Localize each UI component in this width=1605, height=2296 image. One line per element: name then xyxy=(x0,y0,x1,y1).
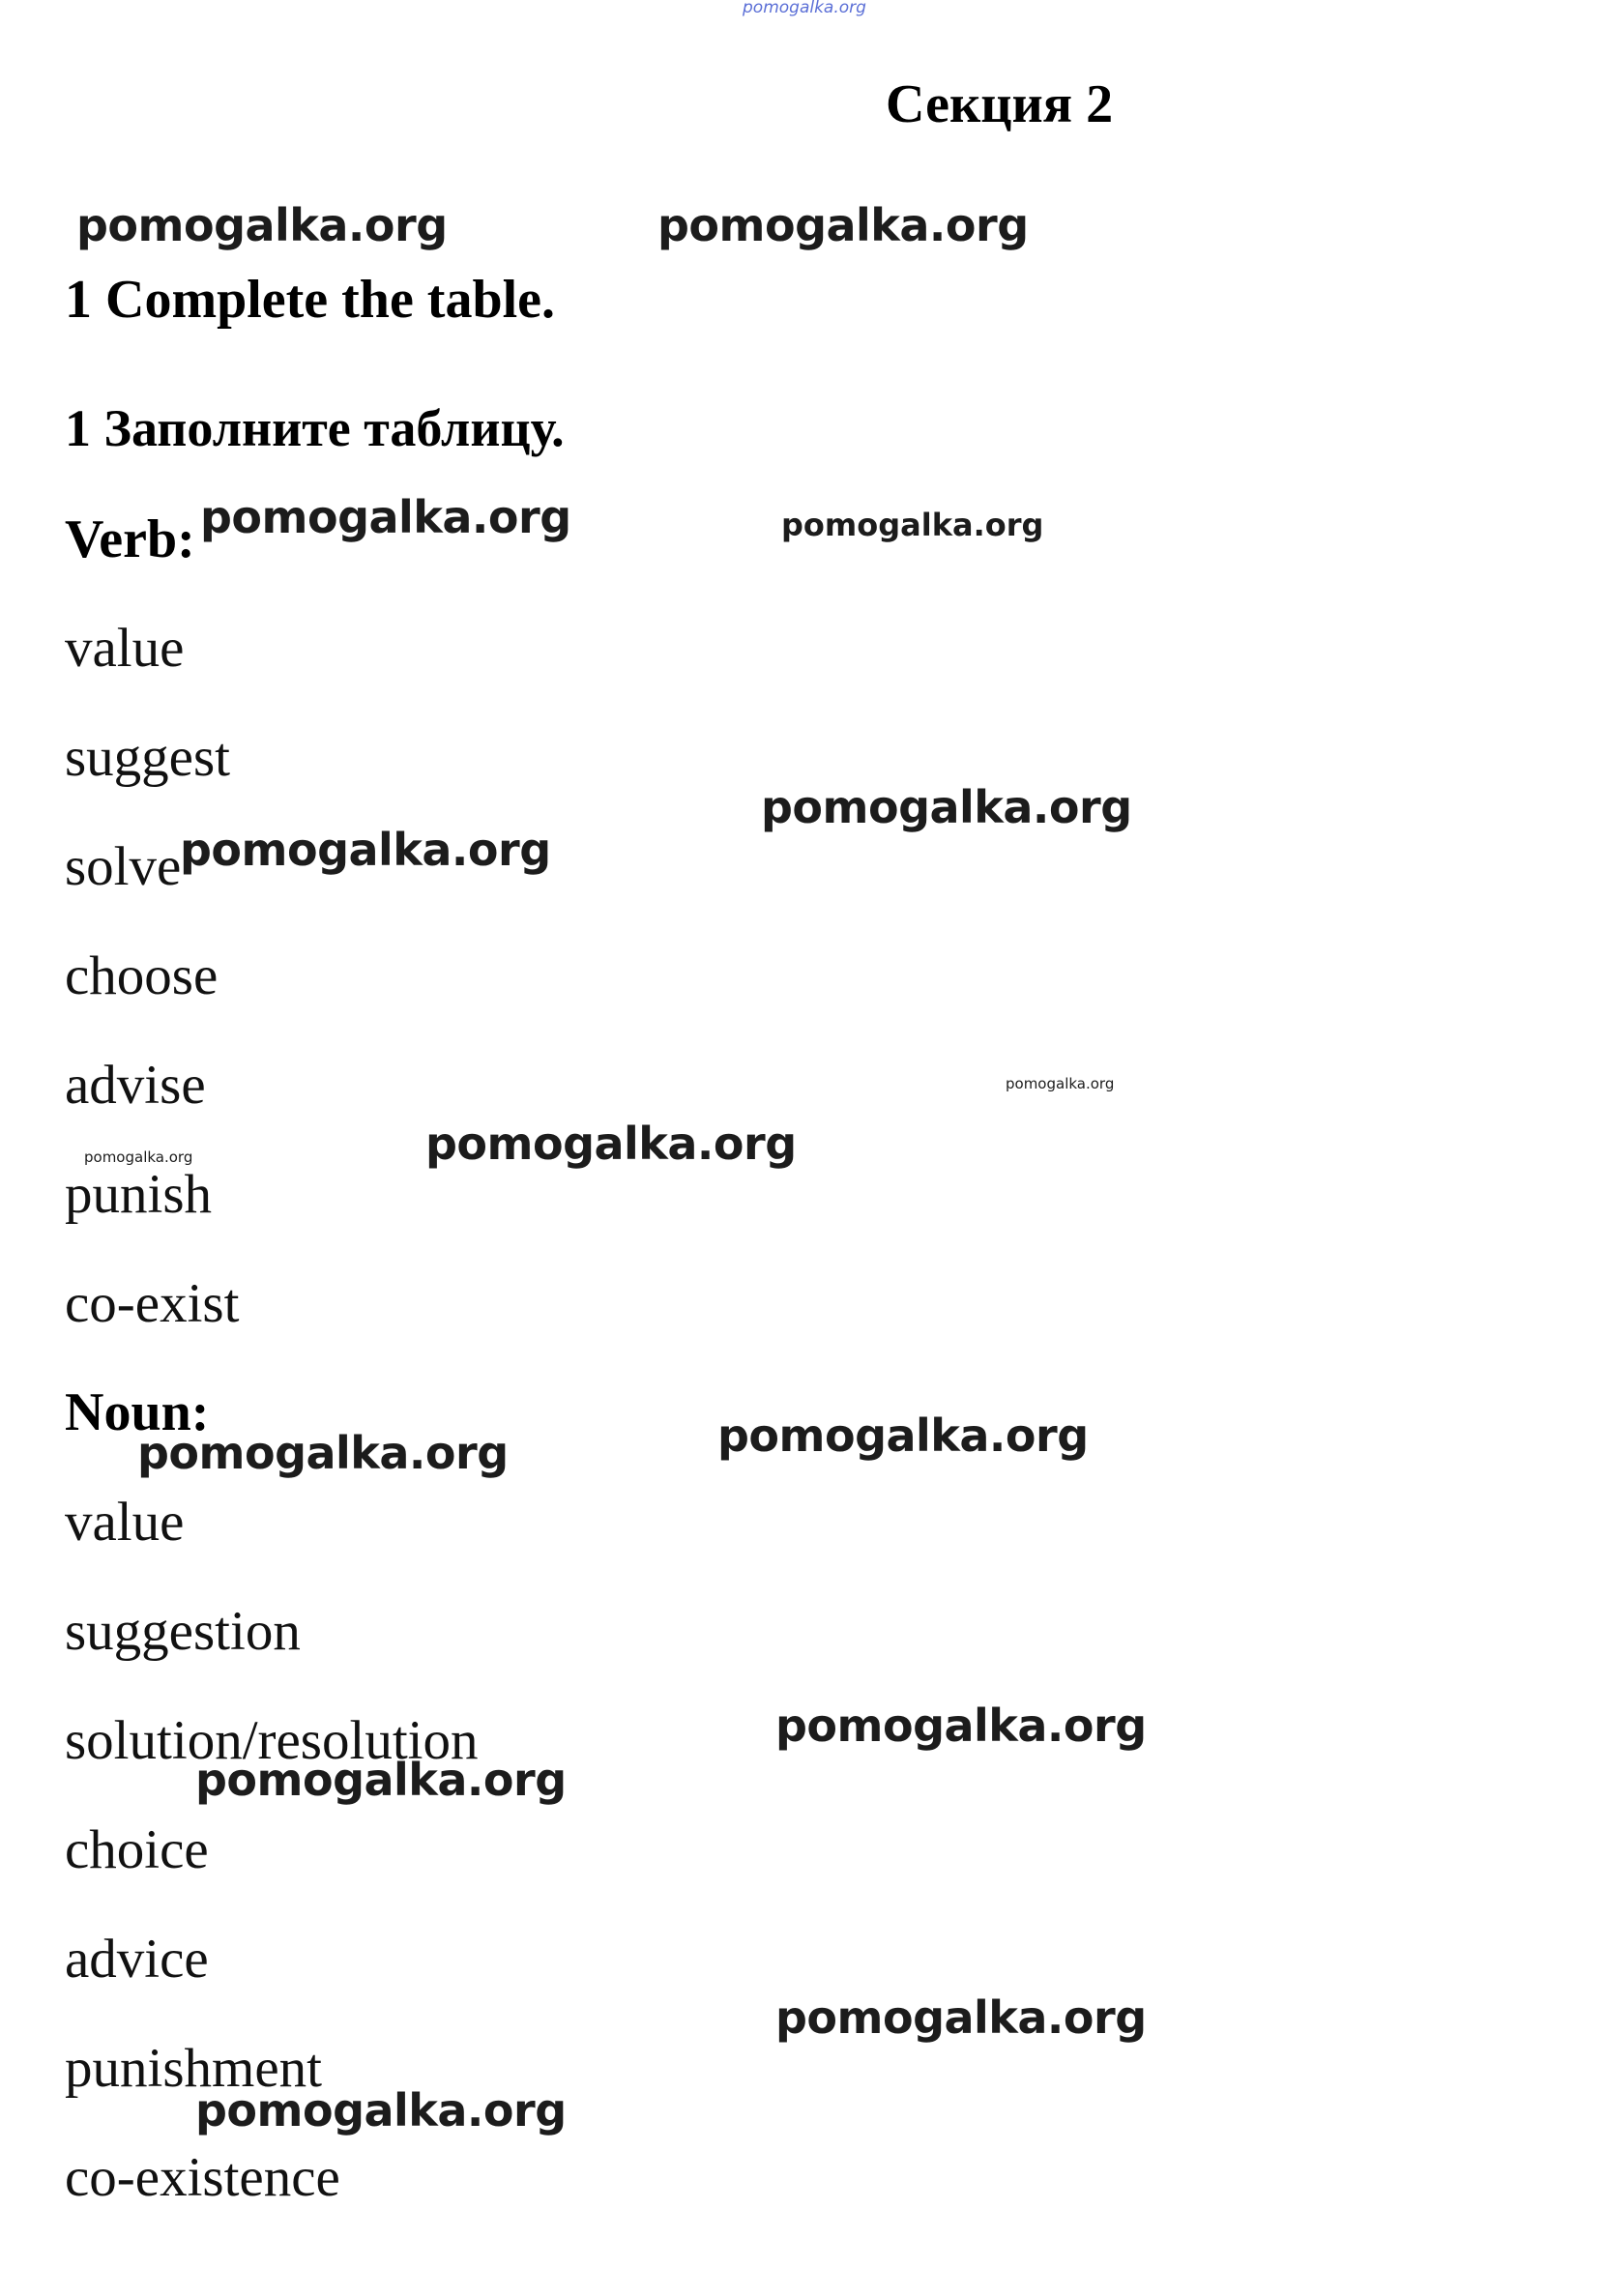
watermark: pomogalka.org xyxy=(781,507,1044,543)
watermark: pomogalka.org xyxy=(180,824,551,876)
watermark: pomogalka.org xyxy=(84,1148,193,1166)
noun-item: punishment xyxy=(65,2038,322,2099)
verb-item: solve xyxy=(65,836,182,897)
watermark: pomogalka.org xyxy=(1006,1075,1115,1092)
noun-label: Noun: xyxy=(65,1382,210,1442)
noun-item: suggestion xyxy=(65,1601,301,1662)
verb-label: Verb: xyxy=(65,509,195,569)
watermark: pomogalka.org xyxy=(775,1991,1147,2044)
verb-item: choose xyxy=(65,945,219,1006)
noun-item: value xyxy=(65,1492,185,1553)
watermark: pomogalka.org xyxy=(76,199,448,251)
watermark: pomogalka.org xyxy=(657,199,1029,251)
noun-item: solution/resolution xyxy=(65,1710,479,1771)
noun-item: choice xyxy=(65,1819,209,1880)
watermark: pomogalka.org xyxy=(137,1427,509,1479)
watermark: pomogalka.org xyxy=(717,1410,1089,1462)
watermark: pomogalka.org xyxy=(761,781,1132,833)
watermark: pomogalka.org xyxy=(425,1118,797,1170)
watermark: pomogalka.org xyxy=(200,491,571,543)
watermark: pomogalka.org xyxy=(775,1700,1147,1752)
verb-item: value xyxy=(65,618,185,679)
watermark: pomogalka.org xyxy=(195,1754,567,1806)
watermark: pomogalka.org xyxy=(195,2084,567,2136)
task-heading-ru: 1 Заполните таблицу. xyxy=(65,399,565,457)
verb-item: co-exist xyxy=(65,1273,240,1334)
verb-item: suggest xyxy=(65,727,230,788)
task-heading-en: 1 Complete the table. xyxy=(65,270,556,330)
verb-item: punish xyxy=(65,1164,213,1225)
header-watermark: pomogalka.org xyxy=(743,0,866,17)
noun-item: advice xyxy=(65,1929,209,1990)
section-title: Секция 2 xyxy=(886,74,1114,134)
verb-item: advise xyxy=(65,1055,206,1116)
noun-item: co-existence xyxy=(65,2147,340,2208)
